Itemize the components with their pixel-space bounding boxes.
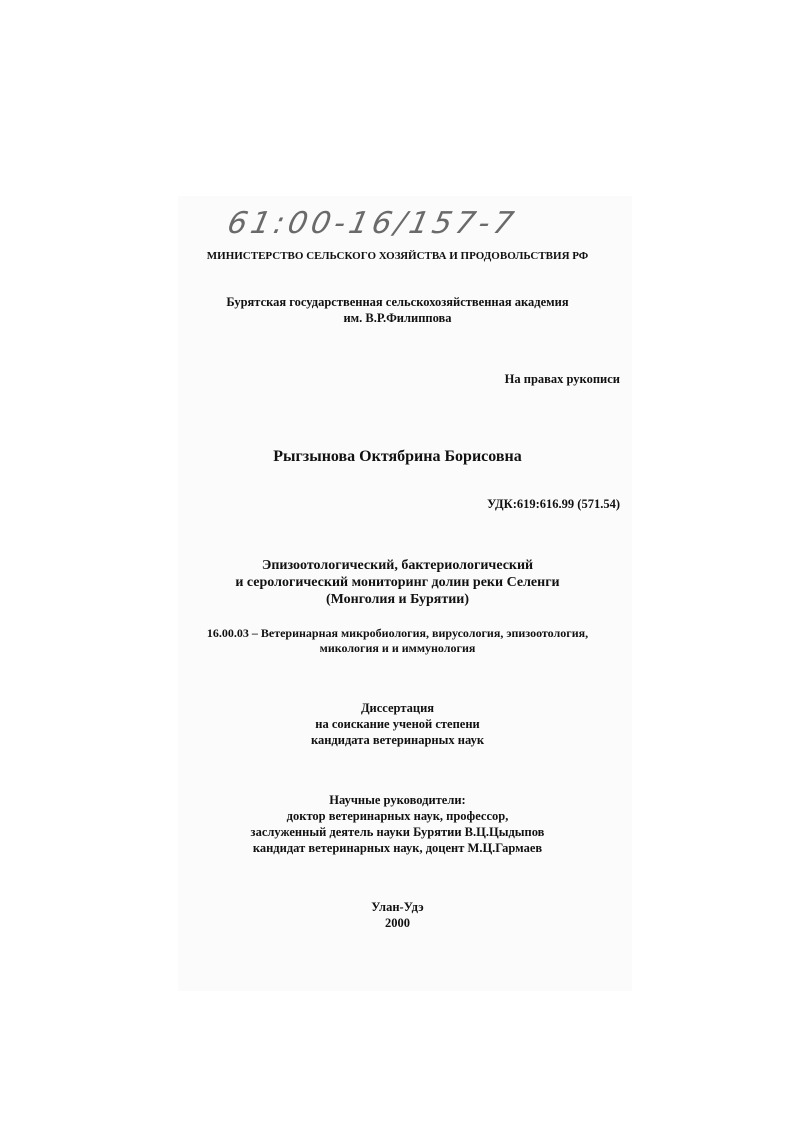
- udc-code: УДК:619:616.99 (571.54): [487, 497, 620, 511]
- handwritten-catalog-number: 61:00-16/157-7: [224, 206, 521, 241]
- degree-title: кандидата ветеринарных наук: [310, 733, 485, 747]
- supervisors-heading: Научные руководители:: [329, 793, 466, 807]
- degree-label: Диссертация: [360, 701, 435, 715]
- supervisor-1-title: доктор ветеринарных наук, профессор,: [286, 809, 509, 823]
- city: Улан-Удэ: [371, 900, 424, 914]
- manuscript-rights-note: На правах рукописи: [504, 372, 620, 386]
- degree-purpose: на соискание ученой степени: [315, 717, 480, 731]
- author-name: Рыгзынова Октябрина Борисовна: [273, 448, 522, 465]
- specialty-line-1: 16.00.03 – Ветеринарная микробиология, вирусология, эпизоотология,: [206, 626, 589, 640]
- thesis-title-line-2: и серологический мониторинг долин реки Селенги: [235, 575, 560, 590]
- supervisor-1-name: заслуженный деятель науки Бурятии В.Ц.Цыдыпов: [250, 825, 545, 839]
- year: 2000: [385, 916, 410, 930]
- academy-named-after: им. В.Р.Филиппова: [343, 311, 452, 325]
- supervisor-2: кандидат ветеринарных наук, доцент М.Ц.Гармаев: [252, 841, 543, 855]
- thesis-title-line-1: Эпизоотологический, бактериологический: [261, 558, 534, 573]
- academy-name: Бурятская государственная сельскохозяйственная академия: [226, 295, 569, 309]
- ministry-name: МИНИСТЕРСТВО СЕЛЬСКОГО ХОЗЯЙСТВА И ПРОДОВОЛЬСТВИЯ РФ: [206, 250, 589, 262]
- thesis-title-line-3: (Монголия и Бурятии): [325, 592, 470, 607]
- specialty-line-2: микология и и иммунология: [319, 641, 476, 655]
